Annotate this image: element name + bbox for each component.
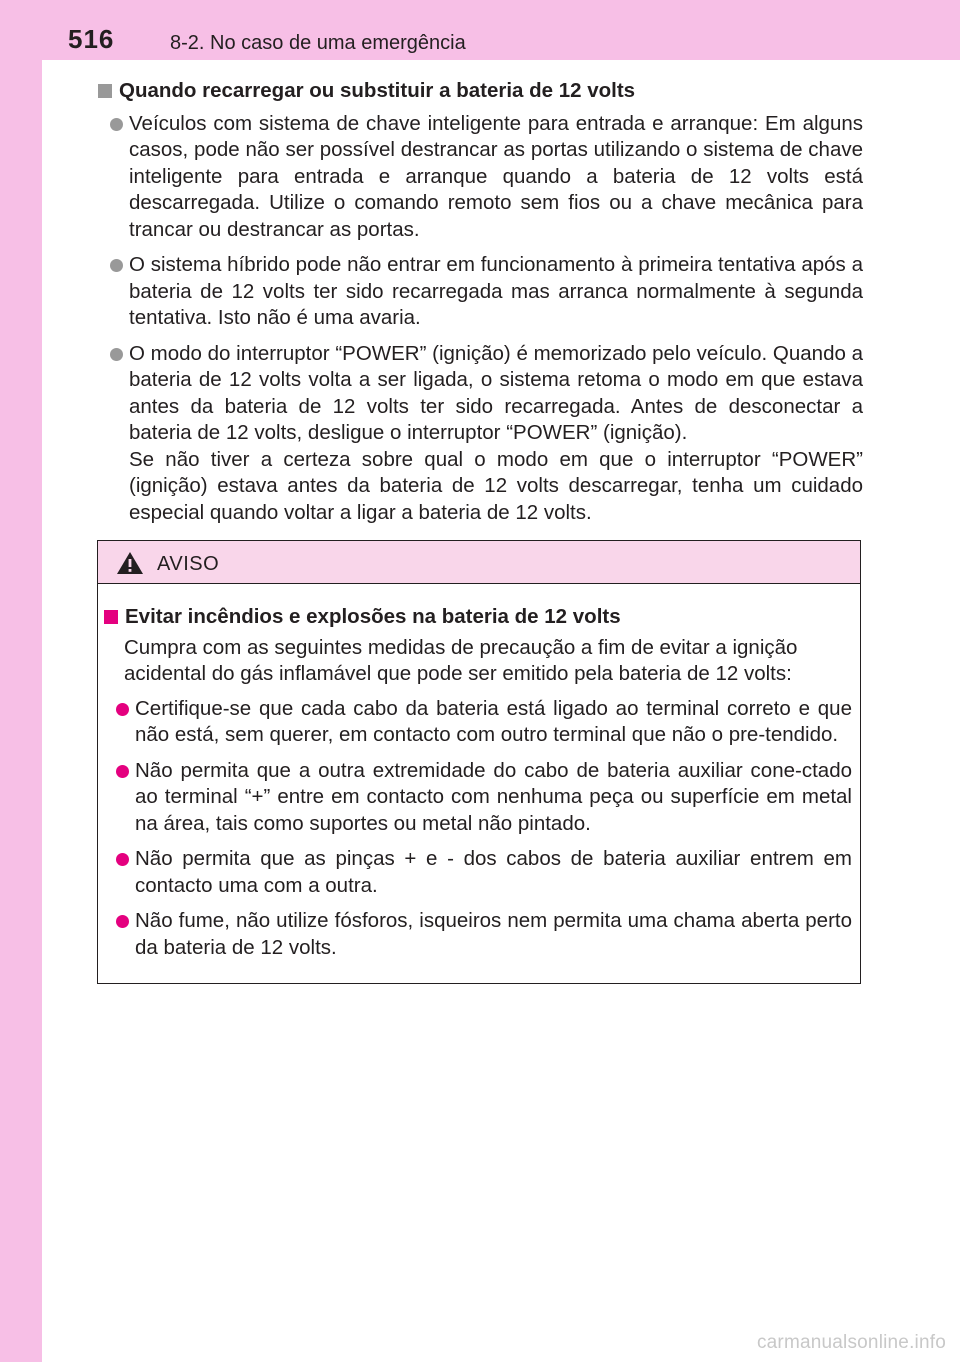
warning-label: AVISO xyxy=(157,553,220,575)
circle-bullet-icon xyxy=(116,765,129,778)
list-item xyxy=(110,252,863,332)
list-item xyxy=(116,758,852,838)
main-content xyxy=(98,78,863,535)
side-tab-stripe xyxy=(0,0,42,1362)
section-title-text: Quando recarregar ou substituir a bateria de 12 volts xyxy=(119,79,636,102)
list-item-text xyxy=(129,341,863,527)
list-item-text: Não permita que as pinças + e - dos cabos de bateria auxiliar entrem em contacto uma com a outra. xyxy=(135,847,852,897)
warning-triangle-icon xyxy=(116,551,144,575)
chapter-title: 8-2. No caso de uma emergência xyxy=(170,32,466,54)
warning-title xyxy=(104,604,852,631)
list-item-text: Não permita que a outra extremidade do cabo de bateria auxiliar cone-ctado ao terminal “+” entre em contacto com nenhuma peça ou superfície em metal na área, tais como suportes ou metal não pintado. xyxy=(135,758,852,835)
list-item-text: Não fume, não utilize fósforos, isqueiros nem permita uma chama aberta perto da bateria de 12 volts. xyxy=(135,909,852,959)
section-title xyxy=(98,78,863,105)
page-number: 516 xyxy=(68,24,115,54)
warning-body xyxy=(98,584,860,961)
list-item xyxy=(116,908,852,961)
circle-bullet-icon xyxy=(116,915,129,928)
list-item-text: Veículos com sistema de chave inteligente para entrada e arranque: Em alguns casos, pode não ser possível destrancar as portas utilizando o sistema de chave inteligente para entrada e arranque quando a bateria de 12 volts está descarregada. Utilize o comando remoto sem fios ou a chave mecânica para trancar ou destrancar as portas. xyxy=(129,111,863,241)
list-item xyxy=(116,846,852,899)
warning-intro: Cumpra com as seguintes medidas de precaução a fim de evitar a ignição acidental do gás inflamável que pode ser emitido pela bateria de 12 volts: xyxy=(124,635,798,685)
circle-bullet-icon xyxy=(116,703,129,716)
list-item xyxy=(116,696,852,749)
circle-bullet-icon xyxy=(116,853,129,866)
square-bullet-icon xyxy=(104,610,118,624)
paragraph: O modo do interruptor “POWER” (ignição) é memorizado pelo veículo. Quando a bateria de 12 volts volta a ser ligada, o sistema retoma o modo em que estava antes da bateria de 12 volts ter sido recarregada. Antes de desconectar a bateria de 12 volts, desligue o interruptor “POWER” (ignição). xyxy=(129,341,863,444)
warning-header xyxy=(98,541,860,584)
page-header xyxy=(0,0,960,60)
circle-bullet-icon xyxy=(110,118,123,131)
circle-bullet-icon xyxy=(110,259,123,272)
warning-box xyxy=(97,540,861,984)
list-item xyxy=(110,341,863,527)
square-bullet-icon xyxy=(98,84,112,98)
list-item-text: Certifique-se que cada cabo da bateria está ligado ao terminal correto e que não está, sem querer, em contacto com outro terminal que não o pre-tendido. xyxy=(135,696,852,746)
paragraph: Se não tiver a certeza sobre qual o modo em que o interruptor “POWER” (ignição) estava antes da bateria de 12 volts descarregar, tenha um cuidado especial quando voltar a ligar a bateria de 12 volts. xyxy=(129,447,863,524)
watermark: carmanualsonline.info xyxy=(756,1332,946,1353)
circle-bullet-icon xyxy=(110,348,123,361)
list-item-text: O sistema híbrido pode não entrar em funcionamento à primeira tentativa após a bateria de 12 volts ter sido recarregada mas arranca normalmente à segunda tentativa. Isto não é uma avaria. xyxy=(129,253,863,329)
list-item xyxy=(110,111,863,244)
warning-title-text: Evitar incêndios e explosões na bateria de 12 volts xyxy=(125,605,621,628)
